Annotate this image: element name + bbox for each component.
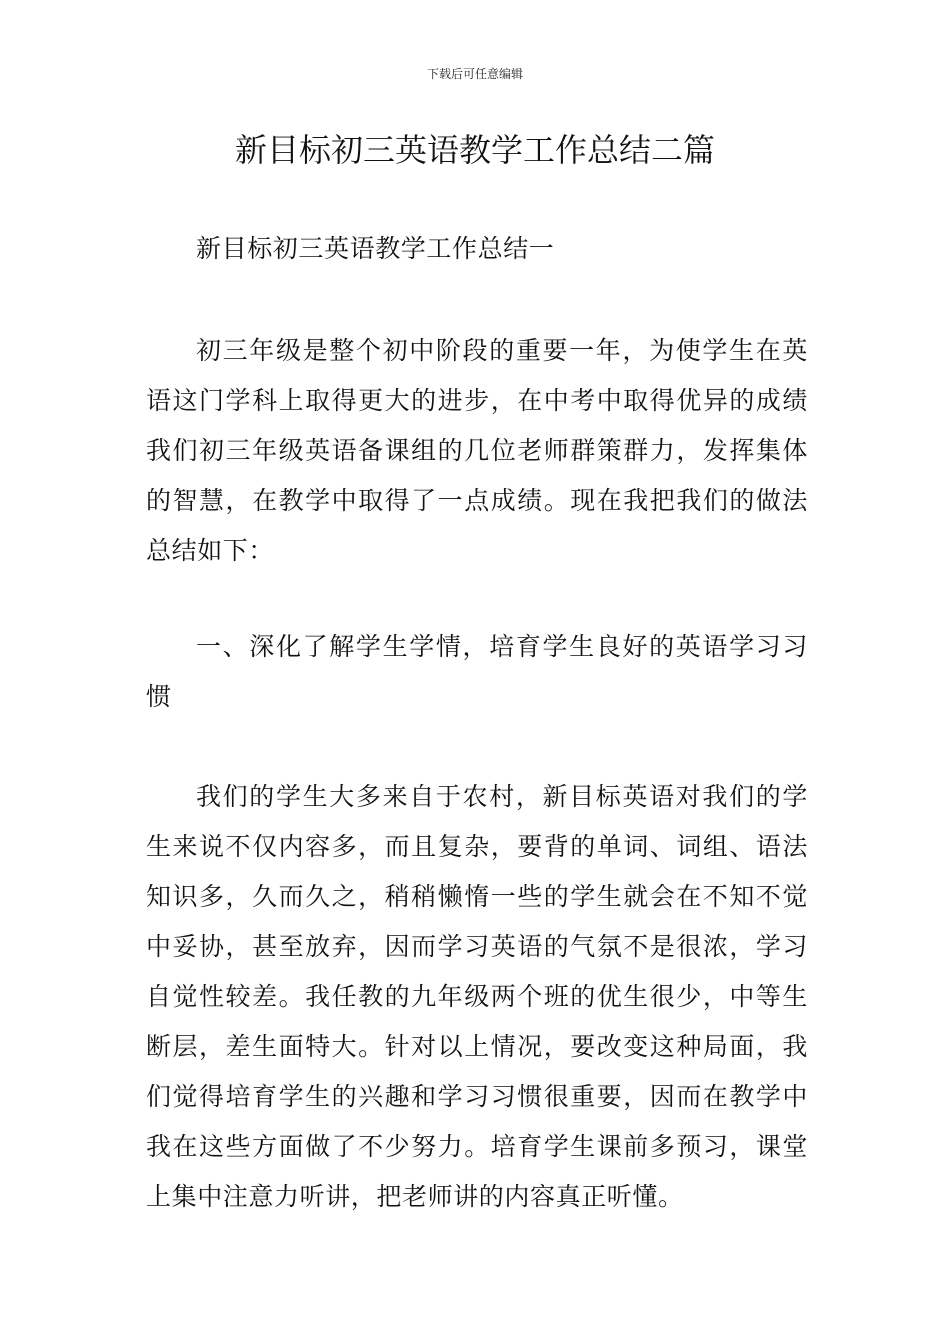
paragraph-students: 我们的学生大多来自于农村，新目标英语对我们的学生来说不仅内容多，而且复杂，要背的单词、词组、语法知识多，久而久之，稍稍懒惰一些的学生就会在不知不觉中妥协，甚至放弃，因而学习英语的气氛不是很浓，学习自觉性较差。我任教的九年级两个班的优生很少，中等生断层，差生面特大。针对以上情况，要改变这种局面，我们觉得培育学生的兴趣和学习习惯很重要，因而在教学中我在这些方面做了不少努力。培育学生课前多预习，课堂上集中注意力听讲，把老师讲的内容真正听懂。: [146, 782, 808, 1211]
header-note: 下载后可任意编辑: [426, 67, 523, 81]
document-title: 新目标初三英语教学工作总结二篇: [234, 131, 715, 169]
section-subtitle: 新目标初三英语教学工作总结一: [196, 234, 555, 263]
section-heading-1: 一、深化了解学生学情，培育学生良好的英语学习习惯: [146, 632, 808, 711]
paragraph-intro: 初三年级是整个初中阶段的重要一年，为使学生在英语这门学科上取得更大的进步，在中考中取得优异的成绩我们初三年级英语备课组的几位老师群策群力，发挥集体的智慧，在教学中取得了一点成绩。现在我把我们的做法总结如下：: [146, 336, 808, 565]
